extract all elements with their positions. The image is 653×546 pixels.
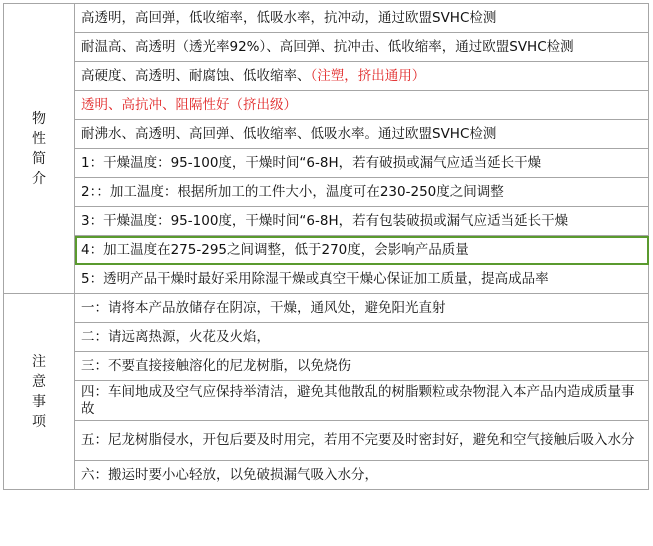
table-row (4, 4, 649, 33)
table-row (4, 381, 649, 421)
cell-text: 五：尼龙树脂侵水，开包后要及时用完，若用不完要及时密封好，避免和空气接触后吸入水分 (81, 432, 635, 448)
table-row (4, 421, 649, 461)
cell-text: 耐沸水、高透明、高回弹、低收缩率、低吸水率。通过欧盟SVHC检测 (81, 125, 497, 142)
description-cell (75, 91, 649, 120)
table-row (4, 294, 649, 323)
description-cell (75, 236, 649, 265)
description-cell (75, 62, 649, 91)
cell-text: 一：请将本产品放储存在阴凉，干燥，通风处，避免阳光直射 (81, 299, 446, 316)
cell-text: 3：干燥温度：95-100度，干燥时间“6-8H，若有包装破损或漏气应适当延长干燥 (81, 212, 569, 229)
table-row (4, 352, 649, 381)
cell-text: 三：不要直接接触溶化的尼龙树脂，以免烧伤 (81, 357, 351, 374)
description-cell (75, 265, 649, 294)
description-cell (75, 461, 649, 490)
table-row (4, 120, 649, 149)
table-row (4, 178, 649, 207)
spec-table (3, 3, 649, 490)
cell-text: 2：：加工温度：根据所加工的工件大小，温度可在230-250度之间调整 (81, 183, 504, 200)
table-row (4, 149, 649, 178)
cell-text: 四：车间地成及空气应保持举清洁，避免其他散乱的树脂颗粒或杂物混入本产品内造成质量事故 (81, 383, 635, 417)
spec-table-body (4, 4, 649, 490)
description-cell (75, 149, 649, 178)
table-row (4, 265, 649, 294)
table-row (4, 461, 649, 490)
table-row (4, 33, 649, 62)
table-row (4, 323, 649, 352)
highlighted-text: （注塑，挤出通用） (310, 67, 426, 84)
cell-text: 六：搬运时要小心轻放，以免破损漏气吸入水分， (81, 466, 378, 483)
description-cell (75, 4, 649, 33)
description-cell (75, 381, 649, 421)
description-cell (75, 33, 649, 62)
cell-text: 二：请远离热源，火花及火焰， (81, 328, 270, 345)
table-row (4, 62, 649, 91)
cell-text: 高透明，高回弹，低收缩率，低吸水率，抗冲动，通过欧盟SVHC检测 (81, 9, 497, 26)
section-title-cell (4, 4, 75, 294)
description-cell (75, 178, 649, 207)
section-title-cell (4, 294, 75, 490)
table-row (4, 91, 649, 120)
description-cell (75, 421, 649, 461)
description-cell (75, 207, 649, 236)
description-cell (75, 323, 649, 352)
section-title: 注意事项 (32, 353, 46, 430)
cell-text: 4：加工温度在275-295之间调整，低于270度，会影响产品质量 (81, 241, 469, 258)
cell-text: 高硬度、高透明、耐腐蚀、低收缩率、 (81, 67, 311, 84)
cell-text: 5：透明产品干燥时最好采用除湿干燥或真空干燥心保证加工质量，提高成品率 (81, 270, 549, 287)
cell-text: 1：干燥温度：95-100度，干燥时间“6-8H，若有破损或漏气应适当延长干燥 (81, 154, 542, 171)
cell-text: 耐温高、高透明（透光率92%）、高回弹、抗冲击、低收缩率，通过欧盟SVHC检测 (81, 38, 574, 55)
description-cell (75, 352, 649, 381)
table-row (4, 236, 649, 265)
section-title: 物性简介 (32, 110, 46, 187)
description-cell (75, 120, 649, 149)
highlighted-text: 透明、高抗冲、阻隔性好（挤出级） (81, 96, 297, 113)
description-cell (75, 294, 649, 323)
table-row (4, 207, 649, 236)
